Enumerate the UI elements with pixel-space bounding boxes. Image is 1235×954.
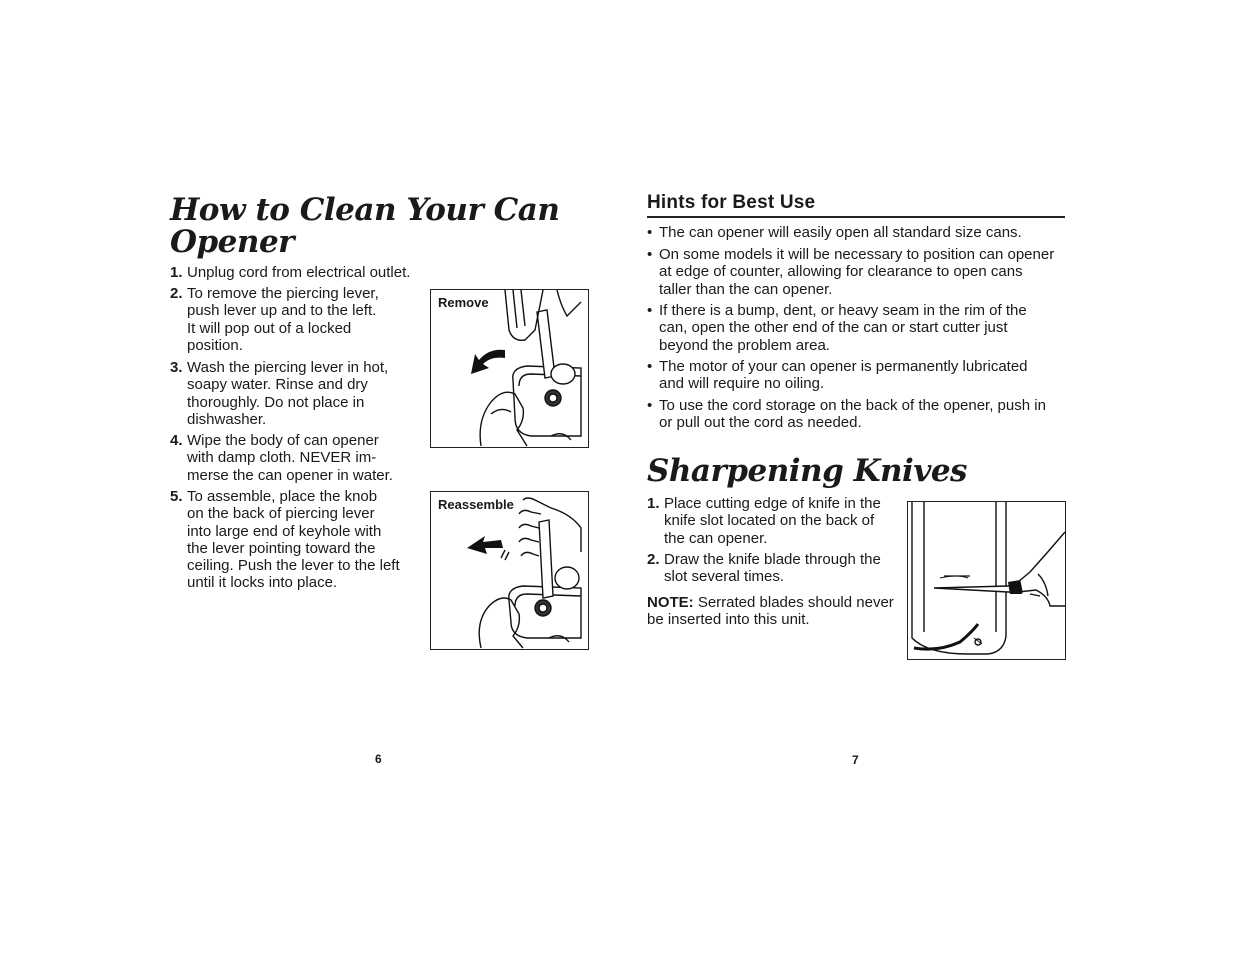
hint-text: On some models it will be necessary to position can opener bbox=[659, 246, 1055, 263]
figure-label-remove: Remove bbox=[438, 295, 489, 310]
step-text: Draw the knife blade through the bbox=[664, 551, 881, 568]
remove-figure bbox=[430, 289, 589, 448]
hand-reassembling-lever-icon bbox=[431, 492, 588, 649]
clean-step-4 bbox=[170, 432, 427, 484]
hand-removing-lever-icon bbox=[431, 290, 588, 447]
hint-text: can, open the other end of the can or start cutter just bbox=[659, 319, 1008, 337]
step-text: Wash the piercing lever in hot, bbox=[187, 359, 389, 376]
step-text: into large end of keyhole with bbox=[187, 522, 382, 540]
clean-step-3 bbox=[170, 359, 388, 428]
step-text: merse the can opener in water. bbox=[187, 466, 393, 484]
sharpening-title: Sharpening Knives bbox=[647, 453, 968, 489]
step-text: push lever up and to the left. bbox=[187, 302, 377, 320]
sharpen-step-1 bbox=[647, 495, 904, 547]
hint-text: To use the cord storage on the back of the opener, push in bbox=[659, 397, 1046, 414]
reassemble-figure bbox=[430, 491, 589, 650]
step-text: dishwasher. bbox=[187, 410, 267, 428]
step-text: soapy water. Rinse and dry bbox=[187, 376, 368, 394]
note-text: Serrated blades should never bbox=[693, 594, 894, 611]
bullet-icon: • bbox=[647, 358, 653, 375]
note-text: be inserted into this unit. bbox=[647, 611, 810, 629]
step-text: It will pop out of a locked bbox=[187, 319, 352, 337]
bullet-icon: • bbox=[647, 397, 653, 414]
hint-text: beyond the problem area. bbox=[659, 336, 830, 354]
hints-heading: Hints for Best Use bbox=[647, 192, 1065, 218]
knife-sharpening-icon bbox=[908, 502, 1065, 659]
page-title-clean bbox=[170, 194, 590, 258]
right-page bbox=[647, 192, 1067, 629]
step-text: the can opener. bbox=[664, 529, 768, 547]
hint-text: at edge of counter, allowing for clearance to open cans bbox=[659, 263, 1023, 281]
bullet-icon: • bbox=[647, 302, 653, 319]
step-text: on the back of piercing lever bbox=[187, 505, 375, 523]
hint-text: If there is a bump, dent, or heavy seam in the rim of the bbox=[659, 302, 1027, 319]
step-number: 4. bbox=[170, 432, 183, 449]
step-number: 1. bbox=[170, 264, 183, 281]
step-text: Unplug cord from electrical outlet. bbox=[187, 264, 411, 281]
bullet-icon: • bbox=[647, 224, 653, 241]
step-number: 1. bbox=[647, 495, 660, 512]
step-number: 3. bbox=[170, 359, 183, 376]
note-label: NOTE: bbox=[647, 594, 694, 611]
clean-step-2 bbox=[170, 285, 379, 354]
clean-step-5 bbox=[170, 488, 427, 592]
page-number-left: 6 bbox=[375, 752, 382, 766]
step-number: 5. bbox=[170, 488, 183, 505]
hint-text: and will require no oiling. bbox=[659, 375, 825, 393]
title-line-1: How to Clean Your Can bbox=[170, 192, 560, 228]
step-text: the lever pointing toward the bbox=[187, 539, 376, 557]
step-text: position. bbox=[187, 336, 243, 354]
step-text: Place cutting edge of knife in the bbox=[664, 495, 881, 512]
hint-item-1 bbox=[647, 224, 1067, 241]
hint-item-3 bbox=[647, 302, 1067, 354]
step-text: thoroughly. Do not place in bbox=[187, 393, 365, 411]
hint-text: The motor of your can opener is permanently lubricated bbox=[659, 358, 1028, 375]
step-text: with damp cloth. NEVER im- bbox=[187, 449, 377, 467]
page-number-right: 7 bbox=[852, 753, 859, 767]
knife-figure bbox=[907, 501, 1066, 660]
hint-text: taller than the can opener. bbox=[659, 280, 833, 298]
step-text: ceiling. Push the lever to the left bbox=[187, 557, 400, 575]
clean-step-1 bbox=[170, 264, 410, 281]
note bbox=[647, 594, 907, 629]
title-line-2: Opener bbox=[170, 224, 294, 260]
bullet-icon: • bbox=[647, 246, 653, 263]
step-text: To assemble, place the knob bbox=[187, 488, 378, 505]
figure-label-reassemble: Reassemble bbox=[438, 497, 514, 512]
step-number: 2. bbox=[647, 551, 660, 568]
hint-item-2 bbox=[647, 246, 1067, 298]
sharpen-step-2 bbox=[647, 551, 904, 586]
step-text: slot several times. bbox=[664, 568, 785, 586]
hint-item-4 bbox=[647, 358, 1067, 393]
hint-item-5 bbox=[647, 397, 1067, 432]
step-text: To remove the piercing lever, bbox=[187, 285, 379, 302]
step-text: knife slot located on the back of bbox=[664, 512, 875, 530]
hint-text: The can opener will easily open all standard size cans. bbox=[659, 224, 1022, 241]
step-number: 2. bbox=[170, 285, 183, 302]
step-text: until it locks into place. bbox=[187, 574, 338, 592]
hint-text: or pull out the cord as needed. bbox=[659, 414, 862, 432]
step-text: Wipe the body of can opener bbox=[187, 432, 379, 449]
